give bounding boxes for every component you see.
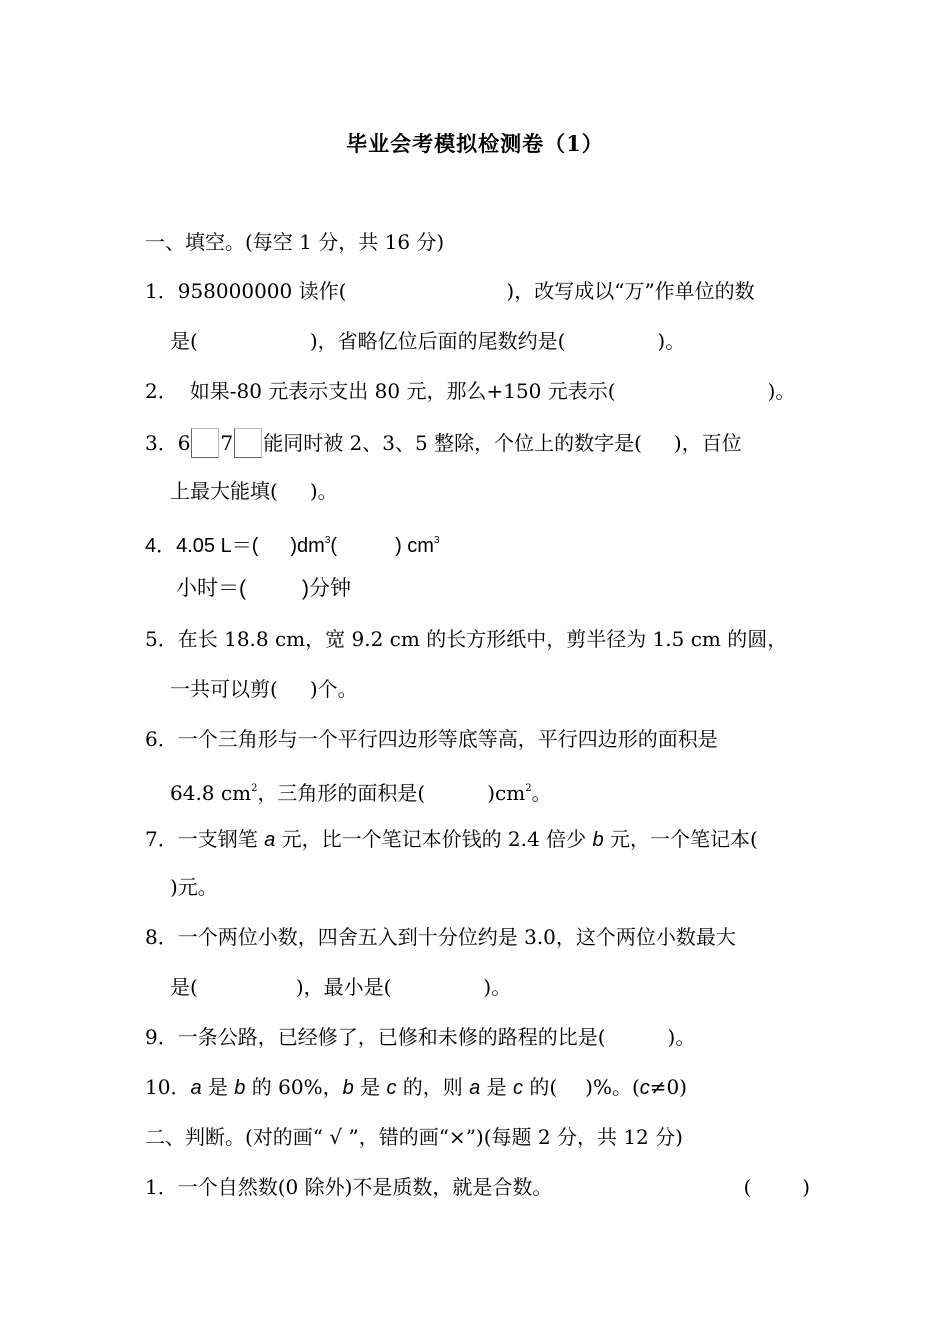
question-number: 9．: [145, 1025, 178, 1049]
answer-parentheses: ( ): [743, 1175, 810, 1199]
question-1: 1．958000000 读作( )，改写成以“万”作单位的数: [145, 279, 755, 303]
variable-a: a: [264, 829, 276, 851]
question-2: 2． 如果-80 元表示支出 80 元，那么+150 元表示( )。: [145, 379, 796, 403]
question-6: 6．一个三角形与一个平行四边形等底等高，平行四边形的面积是: [145, 727, 718, 751]
question-8: 8．一个两位小数，四舍五入到十分位约是 3.0，这个两位小数最大: [145, 925, 736, 949]
section1-heading: 一、填空。(每空 1 分，共 16 分): [145, 230, 445, 254]
question-number: 1．: [145, 279, 178, 303]
question-3-cont: 上最大能填( )。: [170, 479, 338, 503]
question-number: 6．: [145, 727, 178, 751]
question-8-cont: 是( )，最小是( )。: [170, 975, 512, 999]
question-number: 7．: [145, 827, 178, 851]
page-title: 毕业会考模拟检测卷（1）: [346, 131, 604, 156]
variable-b: b: [592, 829, 604, 851]
question-7: 7．一支钢笔 a 元，比一个笔记本价钱的 2.4 倍少 b 元，一个笔记本(: [145, 827, 758, 851]
question-10: 10．a 是 b 的 60%，b 是 c 的，则 a 是 c 的( )%。(c≠0): [145, 1075, 688, 1099]
judge-question-1: 1．一个自然数(0 除外)不是质数，就是合数。 ( ): [145, 1172, 810, 1202]
question-5: 5．在长 18.8 cm，宽 9.2 cm 的长方形纸中，剪半径为 1.5 cm 的圆，: [145, 627, 788, 651]
section2-heading: 二、判断。(对的画“ √ ”，错的画“×”)(每题 2 分，共 12 分): [145, 1125, 683, 1149]
question-4-cont: 小时＝( )分钟: [176, 577, 351, 600]
digit-box: [191, 428, 219, 458]
question-4: 4．4.05 L＝( )$dm^3$( ) $cm^3$: [145, 535, 440, 557]
question-9: 9．一条公路，已经修了，已修和未修的路程的比是( )。: [145, 1025, 696, 1049]
question-1-cont: 是( )，省略亿位后面的尾数约是( )。: [170, 329, 686, 353]
question-number: 1．: [145, 1175, 178, 1199]
question-number: 10．: [145, 1075, 191, 1099]
question-number: 4．: [145, 535, 177, 557]
question-3: 3．6 7 能同时被 2、3、5 整除，个位上的数字是( )，百位: [145, 428, 810, 458]
question-6-cont: 64.8 $cm^2$，三角形的面积是( )$cm^2$。: [170, 781, 552, 805]
question-number: 8．: [145, 925, 178, 949]
question-number: 2．: [145, 379, 178, 403]
question-number: 5．: [145, 627, 178, 651]
question-7-cont: )元。: [170, 875, 218, 899]
digit-box: [234, 428, 262, 458]
question-5-cont: 一共可以剪( )个。: [170, 677, 358, 701]
question-number: 3．: [145, 431, 178, 455]
